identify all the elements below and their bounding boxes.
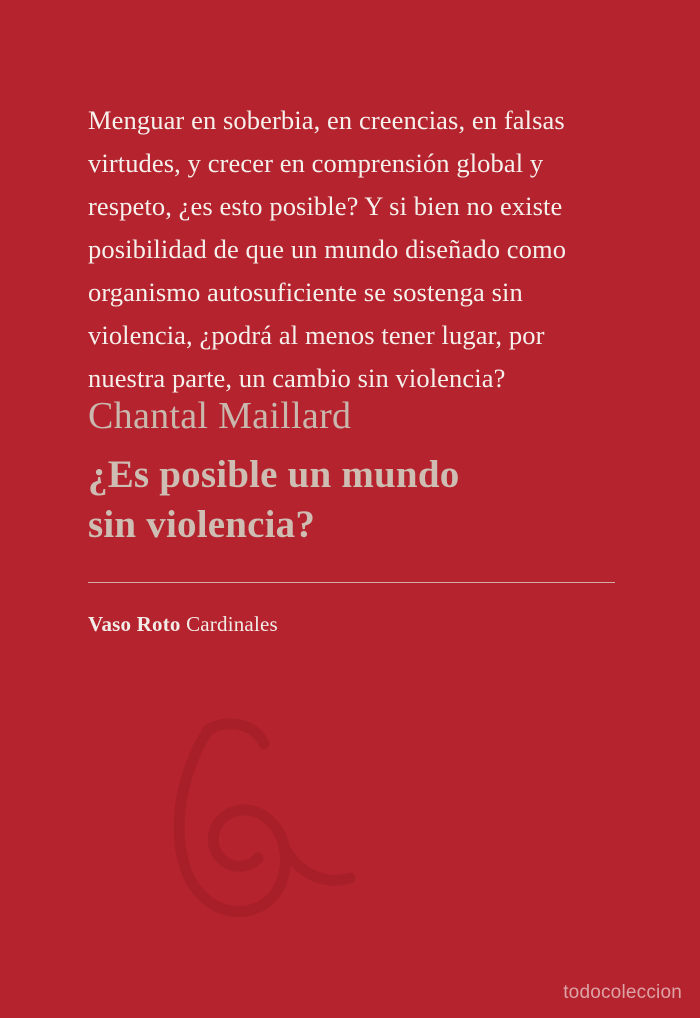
site-watermark: todocoleccion [563, 982, 682, 1003]
book-title-line-2: sin violencia? [88, 503, 316, 546]
book-title-line-1: ¿Es posible un mundo [88, 453, 460, 496]
cover-blurb: Menguar en soberbia, en creencias, en falsas virtudes, y crecer en comprensión global y respeto, ¿es esto posible? Y si bien no existe posibilidad de que un mundo diseñado como organismo autosuficiente se sostenga sin violencia, ¿podrá al menos tener lugar, por nuestra parte, un cambio sin violencia? [88, 104, 567, 393]
imprint [88, 612, 278, 637]
publisher-name: Vaso Roto [88, 612, 181, 636]
collection-name: Cardinales [180, 612, 278, 636]
book-title [88, 450, 633, 550]
divider [88, 582, 615, 583]
publisher-logo-watermark-icon [88, 700, 388, 950]
author-name: Chantal Maillard [88, 395, 352, 437]
